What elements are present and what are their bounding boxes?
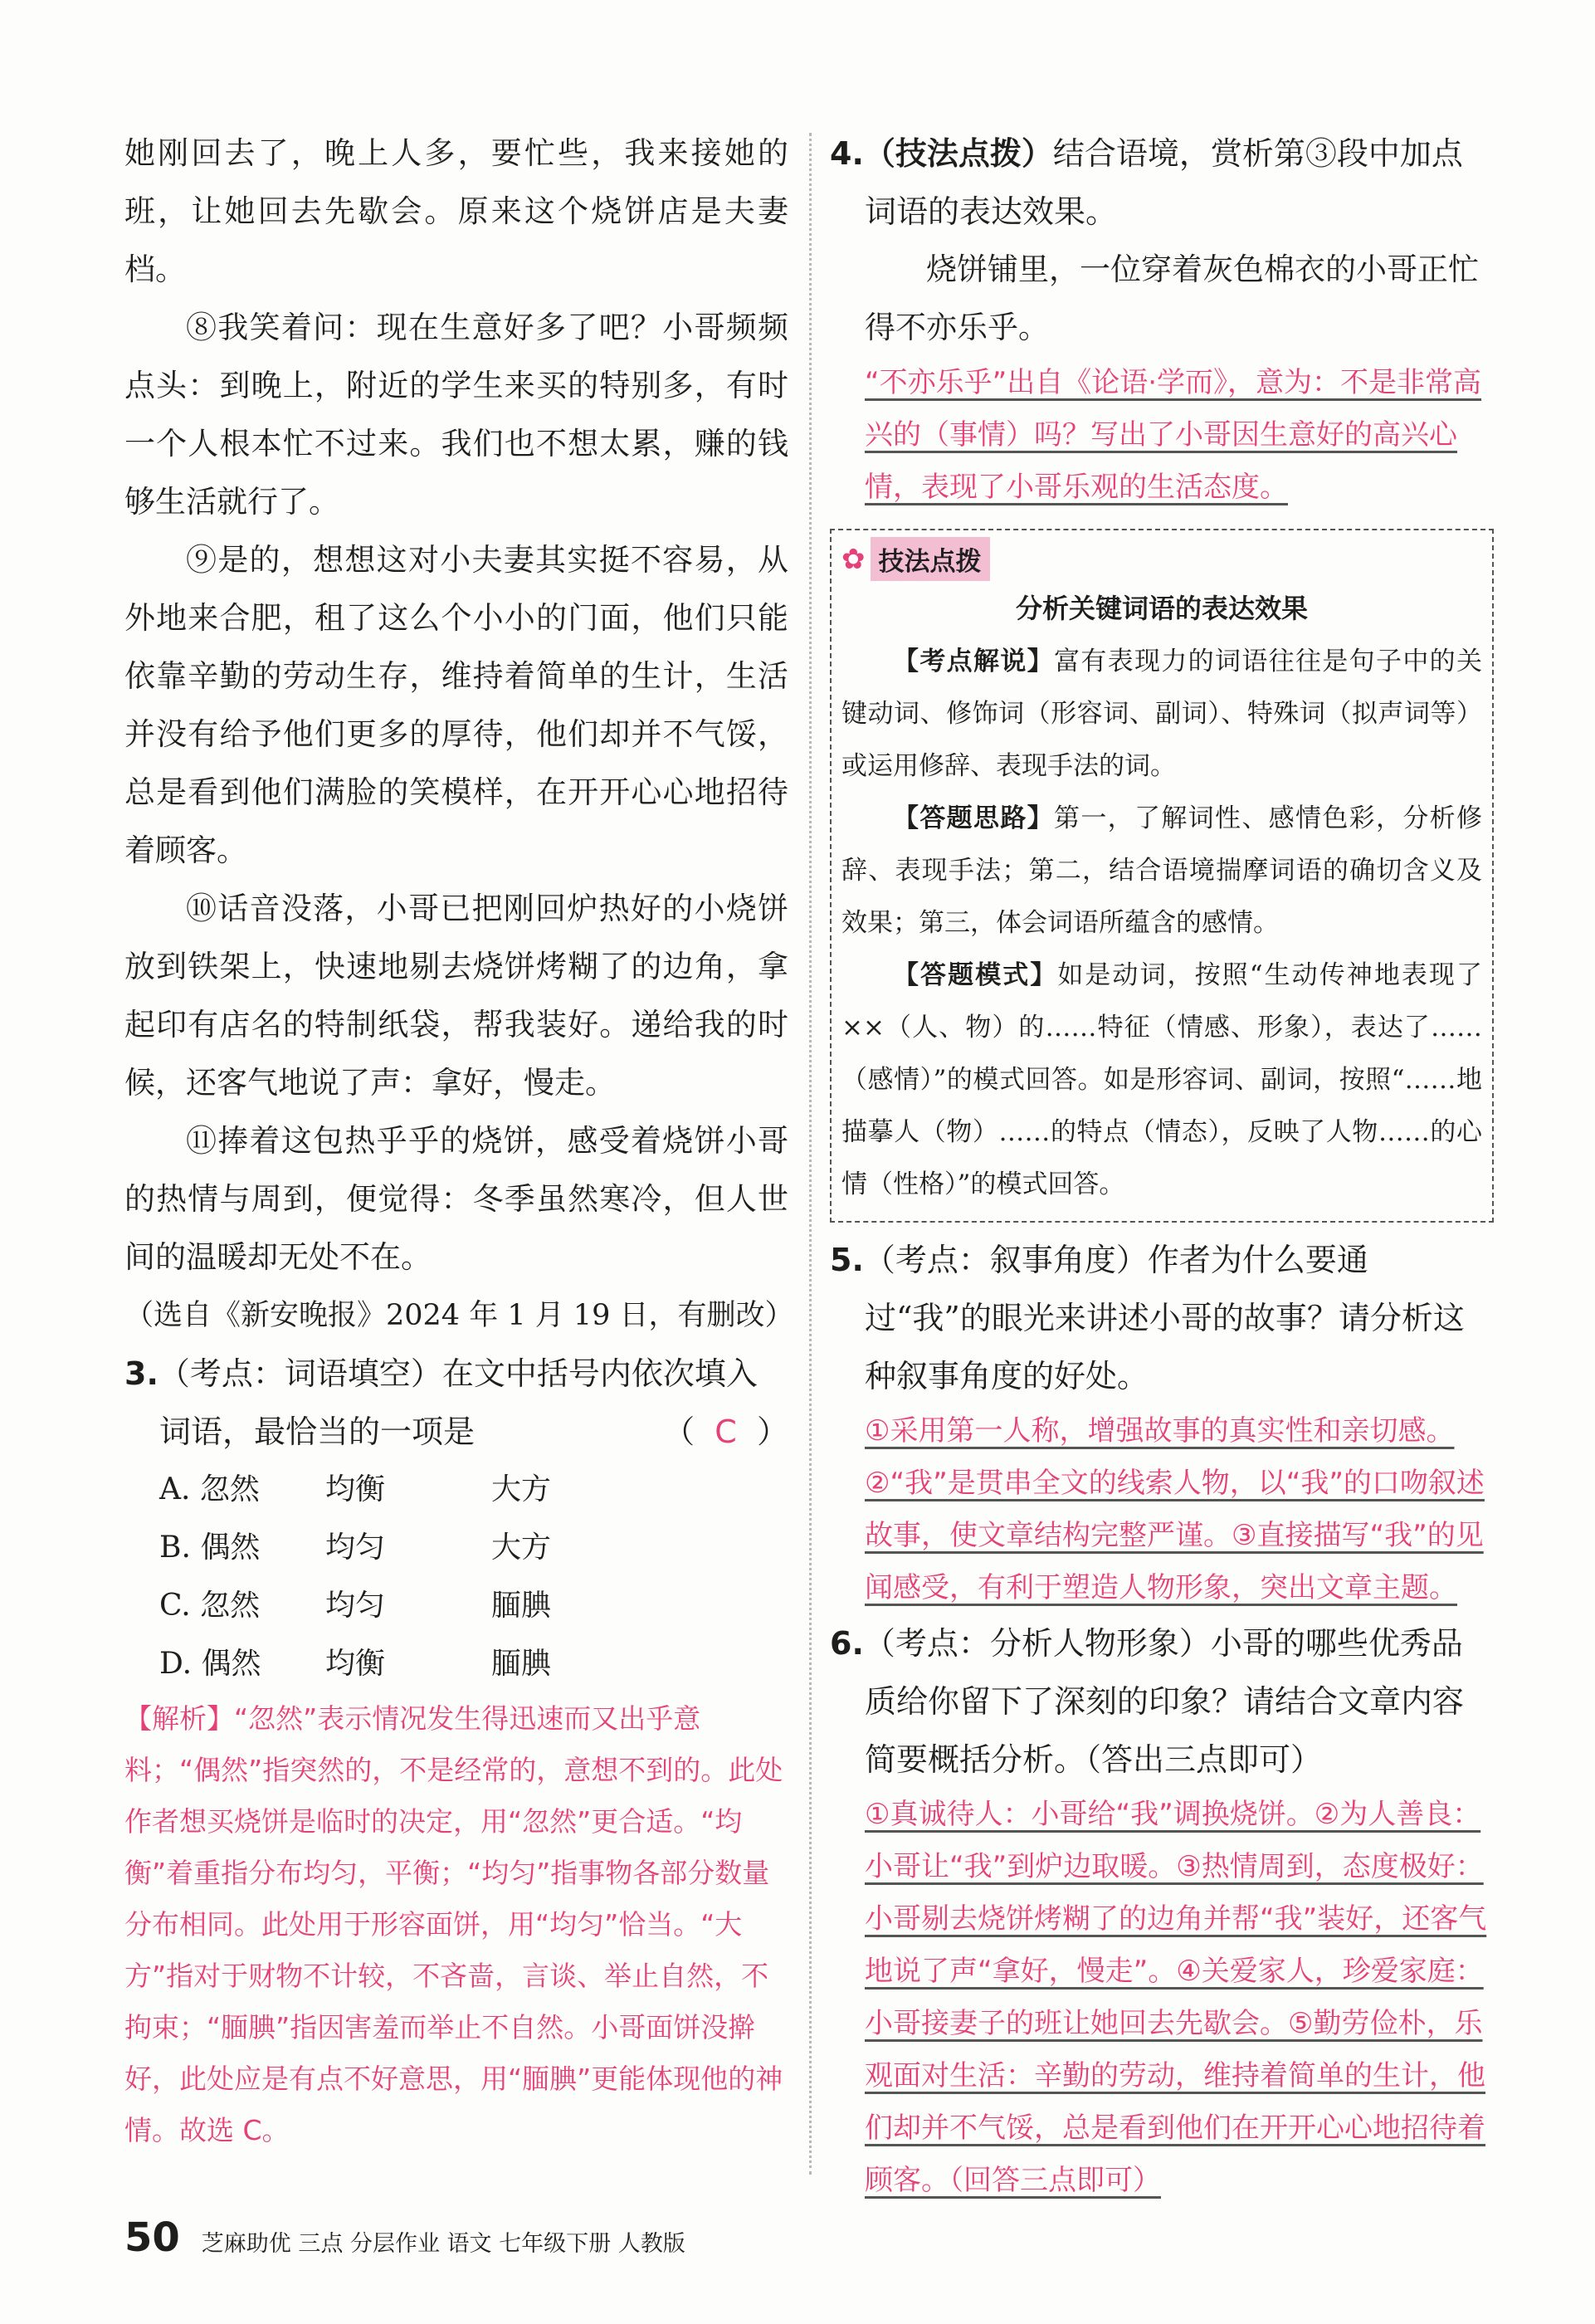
page-footer xyxy=(124,2214,685,2261)
option-a: A. 忽然 均衡 大方 xyxy=(159,1472,552,1506)
question-3-analysis: 【解析】“忽然”表示情况发生得迅速而又出乎意料；“偶然”指突然的，不是经常的，意想不到的。此处作者想买烧饼是临时的决定，用“忽然”更合适。“均衡”着重指分布均匀，平衡；“均匀”指事物各部分数量分布相同。此处用于形容面饼，用“均匀”恰当。“大方”指对于财物不计较，不吝啬，言谈、举止自然，不拘束；“腼腆”指因害羞而举止不自然。小哥面饼没擀好，此处应是有点不好意思，用“腼腆”更能体现他的神情。故选 C。 xyxy=(124,1702,783,2146)
question-4 xyxy=(830,124,1494,514)
question-6-number: 6. xyxy=(830,1625,864,1662)
question-4-stem xyxy=(830,124,1494,241)
question-3-stem xyxy=(124,1345,788,1461)
question-5-stem xyxy=(830,1231,1494,1405)
paragraph-8: ⑧我笑着问：现在生意好多了吧？小哥频频点头：到晚上，附近的学生来买的特别多，有时一个人根本忙不过来。我们也不想太累，赚的钱够生活就行了。 xyxy=(124,310,788,520)
footer-book-info: 芝麻助优 三点 分层作业 语文 七年级下册 人教版 xyxy=(201,2231,685,2257)
option-d: D. 偶然 均衡 腼腆 xyxy=(159,1647,552,1681)
paragraph-9: ⑨是的，想想这对小夫妻其实挺不容易，从外地来合肥，租了这么个小小的门面，他们只能依靠辛勤的劳动生存，维持着简单的生计，生活并没有给予他们更多的厚待，他们却并不气馁，总是看到他们满脸的笑模样，在开开心心地招待着顾客。 xyxy=(124,542,788,868)
paragraph-continued: 她刚回去了，晚上人多，要忙些，我来接她的班，让她回去先歇会。原来这个烧饼店是夫妻档。 xyxy=(124,135,788,287)
question-4-text: 结合语境，赏析第③段中加点词语的表达效果。 xyxy=(865,135,1463,230)
question-5-number: 5. xyxy=(830,1242,864,1278)
option-b: B. 偶然 均匀 大方 xyxy=(159,1531,552,1565)
source-citation: （选自《新安晚报》2024 年 1 月 19 日，有删改） xyxy=(124,1299,794,1332)
question-4-tag: （技法点拨） xyxy=(863,135,1053,172)
question-6-answer-block xyxy=(830,1789,1494,2207)
question-4-answer-block xyxy=(830,357,1494,514)
question-6-stem xyxy=(830,1614,1494,1789)
question-4-answer: “不亦乐乎”出自《论语·学而》，意为：不是非常高兴的（事情）吗？写出了小哥因生意好的高兴心情，表现了小哥乐观的生活态度。 xyxy=(865,366,1482,504)
tips-box-header xyxy=(841,537,1482,581)
column-divider xyxy=(809,133,812,2175)
question-4-number: 4. xyxy=(830,135,864,172)
question-6 xyxy=(830,1614,1494,2207)
question-5-answer: ①采用第一人称，增强故事的真实性和亲切感。②“我”是贯串全文的线索人物，以“我”的口吻叙述故事，使文章结构完整严谨。③直接描写“我”的见闻感受，有利于塑造人物形象，突出文章主题。 xyxy=(865,1414,1485,1604)
question-5-answer-block xyxy=(830,1405,1494,1614)
question-4-quote: 烧饼铺里，一位穿着灰色棉衣的小哥正忙得不亦乐乎。 xyxy=(865,251,1479,345)
question-6-text: （考点：分析人物形象）小哥的哪些优秀品质给你留下了深刻的印象？请结合文章内容简要概括分析。（答出三点即可） xyxy=(863,1625,1465,1778)
tips-answer-approach: 【答题思路】第一，了解词性、感情色彩，分析修辞、表现手法；第二，结合语境揣摩词语的确切含义及效果；第三，体会词语所蕴含的感情。 xyxy=(841,803,1482,938)
option-c: C. 忽然 均匀 腼腆 xyxy=(159,1589,552,1623)
question-3-text: （考点：词语填空）在文中括号内依次填入词语，最恰当的一项是 xyxy=(158,1355,758,1450)
flower-icon: ✿ xyxy=(841,542,866,576)
tips-box-title: 分析关键词语的表达效果 xyxy=(1015,593,1308,624)
tips-answer-pattern: 【答题模式】如是动词，按照“生动传神地表现了××（人、物）的……特征（情感、形象），表达了……（感情）”的模式回答。如是形容词、副词，按照“……地描摹人（物）……的特点（情态），反映了人物……的心情（性格）”的模式回答。 xyxy=(841,960,1482,1199)
tips-box-tag: 技法点拨 xyxy=(871,537,990,581)
question-6-answer: ①真诚待人：小哥给“我”调换烧饼。②为人善良：小哥让“我”到炉边取暖。③热情周到，态度极好：小哥剔去烧饼烤糊了的边角并帮“我”装好，还客气地说了声“拿好，慢走”。④关爱家人，珍爱家庭：小哥接妻子的班让她回去先歇会。⑤勤劳俭朴，乐观面对生活：辛勤的劳动，维持着简单的生计，他们却并不气馁，总是看到他们在开开心心地招待着顾客。（回答三点即可） xyxy=(865,1798,1487,2197)
left-column xyxy=(124,124,794,2156)
question-3 xyxy=(124,1345,788,2156)
tips-point-explanation: 【考点解说】富有表现力的词语往往是句子中的关键动词、修饰词（形容词、副词）、特殊词（拟声词等）或运用修辞、表现手法的词。 xyxy=(841,647,1482,781)
page-number: 50 xyxy=(124,2214,180,2261)
question-3-answer: C xyxy=(715,1413,737,1450)
question-5-text: （考点：叙事角度）作者为什么要通过“我”的眼光来讲述小哥的故事？请分析这种叙事角度的好处。 xyxy=(863,1242,1465,1394)
tips-box xyxy=(830,529,1494,1223)
paragraph-10: ⑩话音没落，小哥已把刚回炉热好的小烧饼放到铁架上，快速地剔去烧饼烤糊了的边角，拿起印有店名的特制纸袋，帮我装好。递给我的时候，还客气地说了声：拿好，慢走。 xyxy=(124,891,788,1101)
question-5 xyxy=(830,1231,1494,1614)
answer-bracket: （ C ） xyxy=(663,1413,788,1450)
paragraph-11: ⑪捧着这包热乎乎的烧饼，感受着烧饼小哥的热情与周到，便觉得：冬季虽然寒冷，但人世间的温暖却无处不在。 xyxy=(124,1123,788,1275)
question-3-number: 3. xyxy=(124,1355,159,1392)
right-column xyxy=(830,124,1494,2207)
